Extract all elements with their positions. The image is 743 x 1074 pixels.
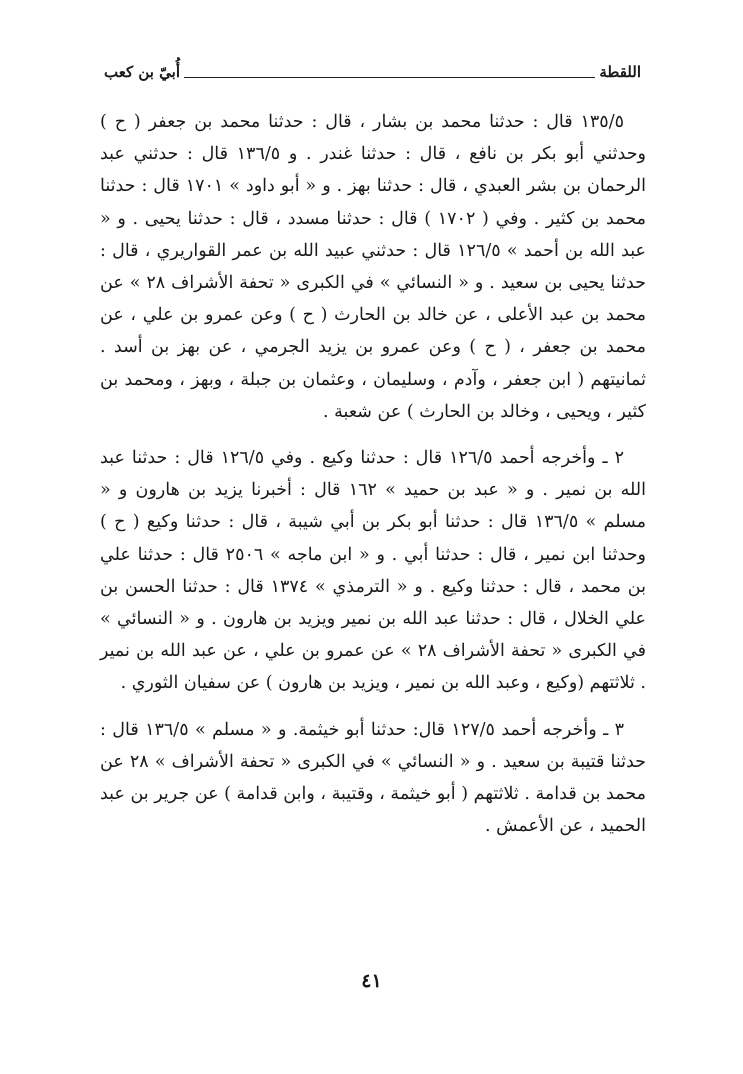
paragraph-3: ٣ ـ وأخرجه أحمد ١٢٧/٥ قال: حدثنا أبو خيثمة. و « مسلم » ١٣٦/٥ قال : حدثنا قتيبة بن سعيد . و « النسائي » في الكبرى « تحفة الأشراف » ٢٨ عن محمد بن قدامة . ثلاثتهم ( أبو خيثمة ، وقتيبة ، وابن قدامة ) عن جرير بن عبد الحميد ، عن الأعمش . <box>100 719 647 837</box>
header-book-title: أُبيّ بن كعب <box>100 62 184 82</box>
running-header <box>100 62 645 88</box>
paragraph-1: ١٣٥/٥ قال : حدثنا محمد بن بشار ، قال : حدثنا محمد بن جعفر ( ح ) وحدثني أبو بكر بن نافع ، قال : حدثنا غندر . و ١٣٦/٥ قال : حدثني عبد الرحمان بن بشر العبدي ، قال : حدثنا بهز . و « أبو داود » ١٧٠١ قال : حدثنا محمد بن كثير . وفي ( ١٧٠٢ ) قال : حدثنا مسدد ، قال : حدثنا يحيى . و « عبد الله بن أحمد » ١٢٦/٥ قال : حدثني عبيد الله بن عمر القواريري ، قال : حدثنا يحيى بن سعيد . و « النسائي » في الكبرى « تحفة الأشراف ٢٨ » عن محمد بن عبد الأعلى ، عن خالد بن الحارث ( ح ) وعن عمرو بن علي ، عن محمد بن جعفر ، ( ح ) وعن عمرو بن يزيد الجرمي ، عن بهز بن أسد . ثمانيتهم ( ابن جعفر ، وآدم ، وسليمان ، وعثمان بن جبلة ، وبهز ، ومحمد بن كثير ، ويحيى ، وخالد بن الحارث ) عن شعبة . <box>100 112 646 422</box>
header-rule <box>160 77 601 78</box>
main-text <box>100 106 646 842</box>
paragraph-2: ٢ ـ وأخرجه أحمد ١٢٦/٥ قال : حدثنا وكيع . وفي ١٢٦/٥ قال : حدثنا عبد الله بن نمير . و « عبد بن حميد » ١٦٢ قال : أخبرنا يزيد بن هارون و « مسلم » ١٣٦/٥ قال : حدثنا أبو بكر بن أبي شيبة ، قال : حدثنا وكيع ( ح ) وحدثنا ابن نمير ، قال : حدثنا أبي . و « ابن ماجه » ٢٥٠٦ قال : حدثنا علي بن محمد ، قال : حدثنا وكيع . و « الترمذي » ١٣٧٤ قال : حدثنا الحسن بن علي الخلال ، قال : حدثنا عبد الله بن نمير ويزيد بن هارون . و « النسائي » في الكبرى « تحفة الأشراف ٢٨ » عن عمرو بن علي ، عن عبد الله بن نمير . ثلاثتهم (وكيع ، وعبد الله بن نمير ، ويزيد بن هارون ) عن سفيان الثوري . <box>100 448 647 694</box>
page-number: ٤١ <box>361 970 382 992</box>
header-section-title: اللقطة <box>595 62 645 82</box>
